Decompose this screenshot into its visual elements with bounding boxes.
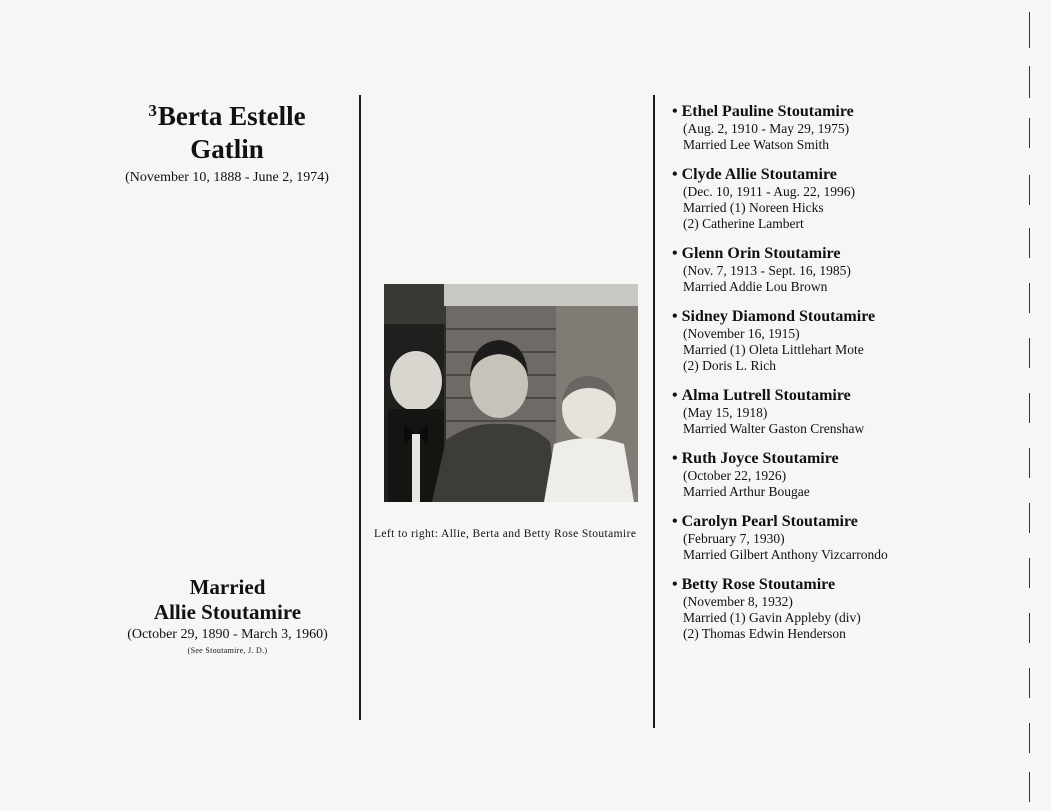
- spouse-name: Allie Stoutamire: [153, 600, 302, 624]
- marriage-block: [85, 575, 370, 655]
- photo-caption: Left to right: Allie, Berta and Betty Rose Stoutamire: [374, 528, 637, 540]
- child-name: [672, 575, 1002, 594]
- edge-mark: [1029, 723, 1030, 753]
- edge-mark: [1029, 772, 1030, 802]
- edge-mark: [1029, 503, 1030, 533]
- column-divider-left: [359, 95, 361, 720]
- child-name-text: Carolyn Pearl Stoutamire: [681, 513, 858, 530]
- child-entry: [672, 307, 1002, 374]
- child-entry: [672, 386, 1002, 437]
- child-dates: (Nov. 7, 1913 - Sept. 16, 1985): [683, 263, 851, 278]
- edge-mark: [1029, 448, 1030, 478]
- child-dates: (November 16, 1915): [683, 326, 800, 341]
- child-name: [672, 165, 1002, 184]
- child-marriage-line: Married (1) Oleta Littlehart Mote: [683, 342, 864, 357]
- child-dates: (Aug. 2, 1910 - May 29, 1975): [683, 121, 850, 136]
- edge-mark: [1029, 12, 1030, 48]
- child-marriage-line: Married Arthur Bougae: [683, 484, 810, 499]
- child-name: [672, 307, 1002, 326]
- edge-mark: [1029, 66, 1030, 98]
- bullet-icon: •: [672, 513, 678, 530]
- spouse-reference-note: (See Stoutamire, J. D.): [187, 646, 268, 655]
- bullet-icon: •: [672, 103, 678, 120]
- bullet-icon: •: [672, 387, 678, 404]
- edge-mark: [1029, 668, 1030, 698]
- child-marriage-line: Married (1) Gavin Appleby (div): [683, 610, 861, 625]
- child-marriage-line: (2) Doris L. Rich: [683, 358, 776, 373]
- child-dates: (February 7, 1930): [683, 531, 785, 546]
- edge-mark: [1029, 338, 1030, 368]
- child-entry: [672, 244, 1002, 295]
- bullet-icon: •: [672, 450, 678, 467]
- child-marriage-line: Married Addie Lou Brown: [683, 279, 828, 294]
- spouse-dates: (October 29, 1890 - March 3, 1960): [127, 627, 328, 642]
- bullet-icon: •: [672, 576, 678, 593]
- child-dates: (May 15, 1918): [683, 405, 768, 420]
- column-divider-right: [653, 95, 655, 728]
- generation-number: 3: [148, 101, 157, 120]
- child-name-text: Ethel Pauline Stoutamire: [681, 103, 854, 120]
- child-name-text: Betty Rose Stoutamire: [681, 576, 836, 593]
- person-name-line1: Berta Estelle: [157, 101, 306, 131]
- child-marriage-line: Married Walter Gaston Crenshaw: [683, 421, 865, 436]
- child-marriage-line: Married Lee Watson Smith: [683, 137, 830, 152]
- bullet-icon: •: [672, 308, 678, 325]
- child-entry: [672, 102, 1002, 153]
- child-entry: [672, 512, 1002, 563]
- child-name: [672, 512, 1002, 531]
- person-name-line2: Gatlin: [190, 134, 264, 164]
- child-entry: [672, 449, 1002, 500]
- child-name-text: Ruth Joyce Stoutamire: [681, 450, 839, 467]
- edge-mark: [1029, 175, 1030, 205]
- child-entry: [672, 575, 1002, 642]
- child-marriage-line: Married (1) Noreen Hicks: [683, 200, 824, 215]
- child-marriage-line: (2) Thomas Edwin Henderson: [683, 626, 846, 641]
- bullet-icon: •: [672, 245, 678, 262]
- edge-mark: [1029, 118, 1030, 148]
- person-dates: (November 10, 1888 - June 2, 1974): [125, 170, 329, 185]
- children-list: [672, 102, 1002, 654]
- family-photo: [384, 284, 638, 502]
- child-marriage-line: (2) Catherine Lambert: [683, 216, 804, 231]
- edge-mark: [1029, 393, 1030, 423]
- child-dates: (November 8, 1932): [683, 594, 793, 609]
- child-name: [672, 449, 1002, 468]
- child-dates: (Dec. 10, 1911 - Aug. 22, 1996): [683, 184, 855, 199]
- child-dates: (October 22, 1926): [683, 468, 787, 483]
- edge-mark: [1029, 228, 1030, 258]
- person-name-heading: [90, 94, 364, 166]
- child-name-text: Glenn Orin Stoutamire: [681, 245, 841, 262]
- child-name-text: Clyde Allie Stoutamire: [681, 166, 837, 183]
- child-entry: [672, 165, 1002, 232]
- child-name: [672, 102, 1002, 121]
- edge-mark: [1029, 613, 1030, 643]
- child-marriage-line: Married Gilbert Anthony Vizcarrondo: [683, 547, 888, 562]
- child-name-text: Alma Lutrell Stoutamire: [681, 387, 851, 404]
- child-name: [672, 386, 1002, 405]
- bullet-icon: •: [672, 166, 678, 183]
- married-label: Married: [189, 575, 266, 599]
- child-name-text: Sidney Diamond Stoutamire: [681, 308, 876, 325]
- edge-mark: [1029, 283, 1030, 313]
- child-name: [672, 244, 1002, 263]
- edge-mark: [1029, 558, 1030, 588]
